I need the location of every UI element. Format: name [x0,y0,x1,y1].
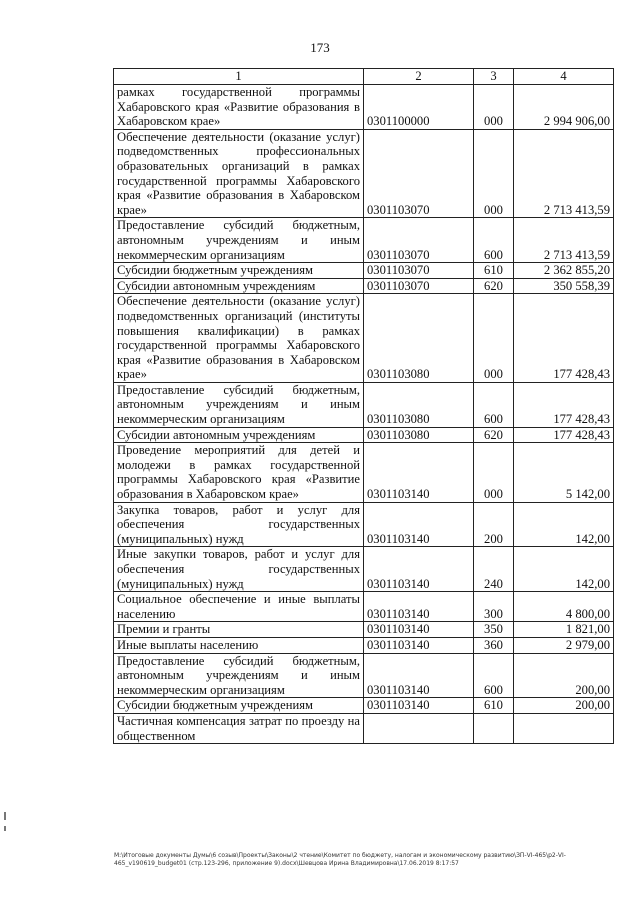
cell-name: Субсидии бюджетным учреждениям [114,263,364,279]
cell-sum: 142,00 [514,502,614,547]
cell-name: Обеспечение деятельности (оказание услуг) подведомственных организаций (институты повышения квалификации) в рамках государственной программы Хабаровского края «Развитие образования в Хабаровском крае» [114,294,364,383]
table-row [114,85,614,130]
cell-sum: 177 428,43 [514,294,614,383]
table-row [114,382,614,427]
column-header-sum: 4 [514,69,614,85]
column-header-vr: 3 [474,69,514,85]
cell-name: Предоставление субсидий бюджетным, автономным учреждениям и иным некоммерческим организациям [114,382,364,427]
budget-table [113,68,614,744]
cell-name: Субсидии автономным учреждениям [114,427,364,443]
cell-sum: 2 979,00 [514,637,614,653]
cell-name: Субсидии автономным учреждениям [114,278,364,294]
cell-sum: 2 713 413,59 [514,129,614,218]
cell-vr: 350 [474,622,514,638]
cell-code: 0301103140 [364,443,474,502]
cell-sum: 2 362 855,20 [514,263,614,279]
cell-vr: 000 [474,129,514,218]
cell-code: 0301103070 [364,129,474,218]
cell-code: 0301103070 [364,263,474,279]
cell-vr: 600 [474,218,514,263]
cell-code: 0301103140 [364,502,474,547]
cell-vr: 610 [474,263,514,279]
file-path-footer: M:\Итоговые документы Думы\6 созыв\Проекты\Законы\2 чтение\Комитет по бюджету, налогам и экономическому развитию\ЗП-VI-465\р2-VI-465_v190619_budget01 (стр.123-296, приложение 9).docx\Шевцова Ирина Владимировна\17.06.2019 8:17:57 [114,852,566,867]
cell-sum: 350 558,39 [514,278,614,294]
cell-vr: 600 [474,382,514,427]
cell-name: Частичная компенсация затрат по проезду на общественном [114,713,364,743]
cell-code [364,713,474,743]
page-number: 173 [310,40,330,55]
cell-vr: 620 [474,427,514,443]
table-row [114,294,614,383]
cell-code: 0301103080 [364,294,474,383]
cell-vr: 000 [474,85,514,130]
table-row [114,502,614,547]
scan-edge-mark [4,826,6,831]
cell-name: Предоставление субсидий бюджетным, автономным учреждениям и иным некоммерческим организациям [114,653,364,698]
cell-code: 0301103070 [364,218,474,263]
cell-code: 0301103070 [364,278,474,294]
column-header-name: 1 [114,69,364,85]
table-row [114,622,614,638]
cell-vr: 620 [474,278,514,294]
table-row [114,713,614,743]
cell-sum: 2 713 413,59 [514,218,614,263]
cell-name: Обеспечение деятельности (оказание услуг) подведомственных профессиональных образовательных организаций в рамках государственной программы Хабаровского края «Развитие образования в Хабаровском крае» [114,129,364,218]
table-row [114,547,614,592]
cell-code: 0301100000 [364,85,474,130]
cell-name: рамках государственной программы Хабаровского края «Развитие образования в Хабаровском крае» [114,85,364,130]
cell-sum: 2 994 906,00 [514,85,614,130]
table-row [114,129,614,218]
cell-vr: 600 [474,653,514,698]
cell-vr: 240 [474,547,514,592]
cell-sum: 177 428,43 [514,427,614,443]
table-row [114,698,614,714]
cell-name: Предоставление субсидий бюджетным, автономным учреждениям и иным некоммерческим организациям [114,218,364,263]
table-header-row [114,69,614,85]
cell-code: 0301103140 [364,698,474,714]
cell-name: Субсидии бюджетным учреждениям [114,698,364,714]
cell-code: 0301103140 [364,622,474,638]
cell-sum: 1 821,00 [514,622,614,638]
scan-edge-mark [4,812,6,820]
cell-vr: 000 [474,443,514,502]
cell-name: Премии и гранты [114,622,364,638]
table-row [114,218,614,263]
table-row [114,278,614,294]
cell-sum: 4 800,00 [514,592,614,622]
table-row [114,263,614,279]
cell-sum: 142,00 [514,547,614,592]
cell-vr: 200 [474,502,514,547]
cell-vr: 360 [474,637,514,653]
cell-vr: 610 [474,698,514,714]
table-row [114,592,614,622]
cell-sum: 5 142,00 [514,443,614,502]
cell-sum: 200,00 [514,698,614,714]
table-row [114,653,614,698]
cell-sum: 177 428,43 [514,382,614,427]
cell-name: Иные выплаты населению [114,637,364,653]
column-header-code: 2 [364,69,474,85]
table-row [114,637,614,653]
cell-code: 0301103140 [364,592,474,622]
cell-code: 0301103080 [364,382,474,427]
cell-name: Закупка товаров, работ и услуг для обеспечения государственных (муниципальных) нужд [114,502,364,547]
cell-code: 0301103140 [364,653,474,698]
cell-code: 0301103140 [364,547,474,592]
cell-code: 0301103080 [364,427,474,443]
cell-code: 0301103140 [364,637,474,653]
cell-vr [474,713,514,743]
cell-vr: 000 [474,294,514,383]
cell-name: Проведение мероприятий для детей и молодежи в рамках государственной программы Хабаровского края «Развитие образования в Хабаровском крае» [114,443,364,502]
table-row [114,427,614,443]
cell-sum [514,713,614,743]
cell-vr: 300 [474,592,514,622]
cell-sum: 200,00 [514,653,614,698]
cell-name: Иные закупки товаров, работ и услуг для обеспечения государственных (муниципальных) нужд [114,547,364,592]
table-row [114,443,614,502]
cell-name: Социальное обеспечение и иные выплаты населению [114,592,364,622]
